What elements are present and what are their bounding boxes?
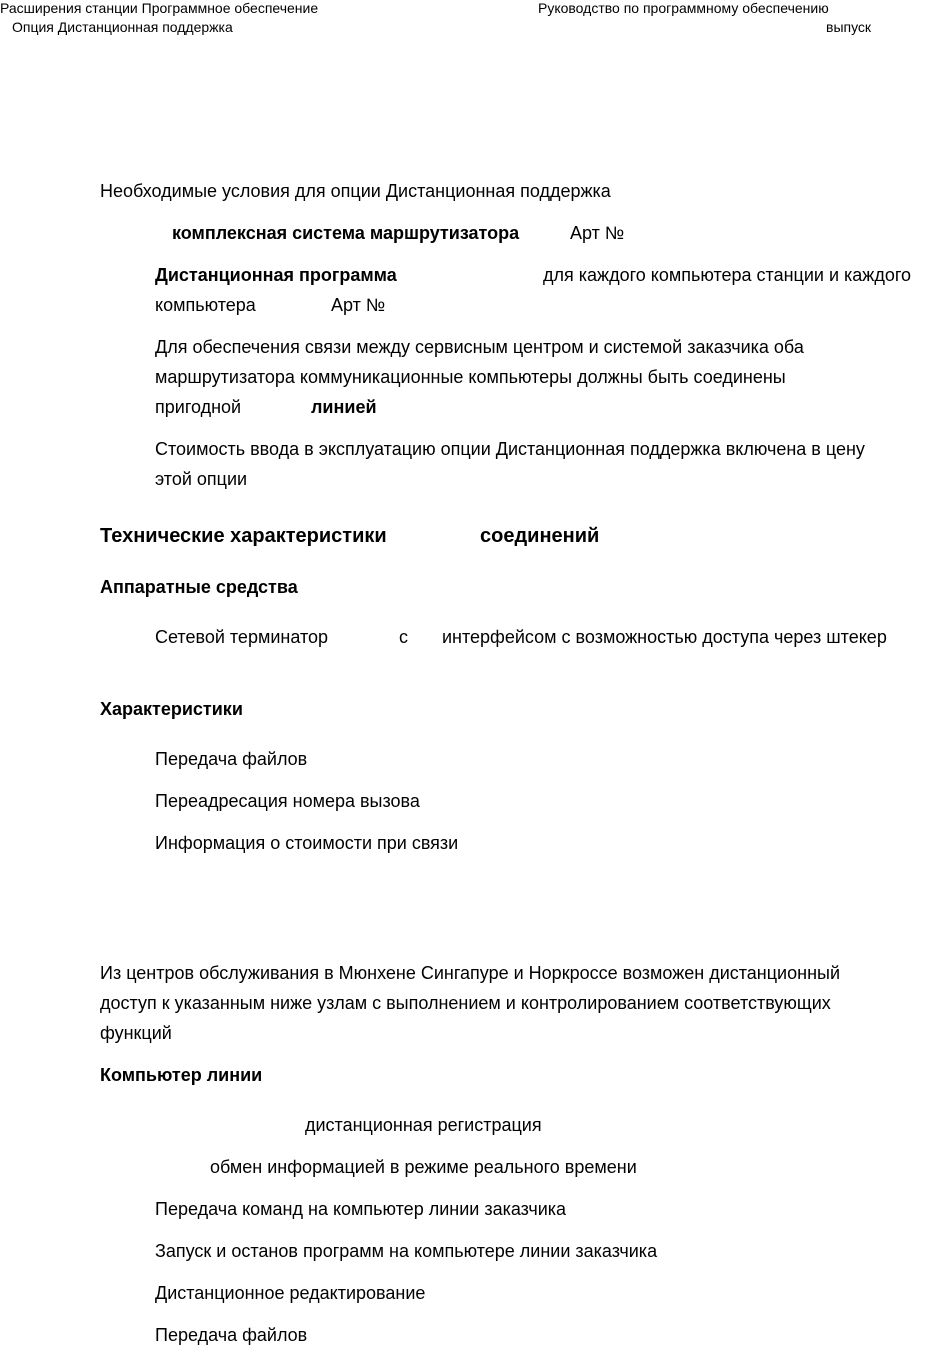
requirement-router-art: Арт № <box>570 223 625 243</box>
remote-item: Дистанционное редактирование <box>155 1283 426 1303</box>
remote-item: обмен информацией в режиме реального времени <box>210 1157 637 1177</box>
line-computer-title: Компьютер линии <box>100 1065 263 1085</box>
header-release: выпуск <box>826 19 872 35</box>
header-subsection: Опция Дистанционная поддержка <box>12 19 233 35</box>
requirement-router-system: комплексная система маршрутизатора <box>172 223 520 243</box>
connection-paragraph-line: маршрутизатора коммуникационные компьютеры должны быть соединены <box>155 367 786 387</box>
cost-paragraph-line: этой опции <box>155 469 248 489</box>
requirement-remote-program-art: Арт № <box>331 295 386 315</box>
requirement-remote-program-line2: компьютера <box>155 295 256 315</box>
connection-paragraph-bold: линией <box>311 397 377 417</box>
requirement-remote-program-text: для каждого компьютера станции и каждого <box>543 265 912 285</box>
connection-paragraph-line: пригодной <box>155 397 242 417</box>
features-title: Характеристики <box>100 699 243 719</box>
remote-item: Передача команд на компьютер линии заказчика <box>155 1199 567 1219</box>
remote-paragraph-line: доступ к указанным ниже узлам с выполнением и контролированием соответствующих <box>100 993 831 1013</box>
remote-item: дистанционная регистрация <box>305 1115 542 1135</box>
hardware-title: Аппаратные средства <box>100 577 298 597</box>
requirements-title: Необходимые условия для опции Дистанционная поддержка <box>100 181 611 201</box>
remote-item: Запуск и останов программ на компьютере линии заказчика <box>155 1241 658 1261</box>
hardware-item: Сетевой терминатор <box>155 627 329 647</box>
header-manual-title: Руководство по программному обеспечению <box>538 0 829 16</box>
remote-paragraph-line: функций <box>100 1023 172 1043</box>
connection-paragraph-line: Для обеспечения связи между сервисным центром и системой заказчика оба <box>155 337 804 357</box>
hardware-item-interface: интерфейсом с возможностью доступа через штекер <box>442 627 887 647</box>
hardware-item-with: с <box>399 627 408 647</box>
cost-paragraph-line: Стоимость ввода в эксплуатацию опции Дистанционная поддержка включена в цену <box>155 439 865 459</box>
technical-heading-suffix: соединений <box>480 525 600 547</box>
requirement-remote-program: Дистанционная программа <box>155 265 397 285</box>
feature-item: Информация о стоимости при связи <box>155 833 459 853</box>
feature-item: Передача файлов <box>155 749 308 769</box>
header-section: Расширения станции Программное обеспечение <box>0 0 319 16</box>
remote-item: Передача файлов <box>155 1325 308 1345</box>
feature-item: Переадресация номера вызова <box>155 791 420 811</box>
technical-heading: Технические характеристики <box>100 525 387 547</box>
remote-paragraph-line: Из центров обслуживания в Мюнхене Сингапуре и Норкроссе возможен дистанционный <box>100 963 840 983</box>
